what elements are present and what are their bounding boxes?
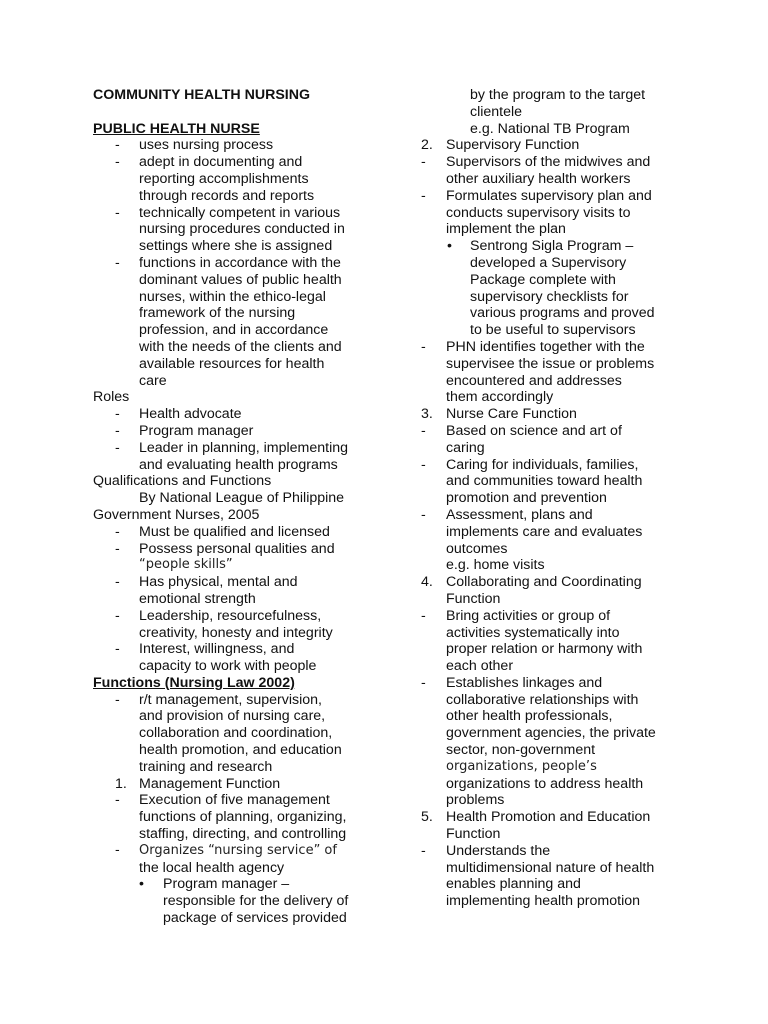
line-text: them accordingly xyxy=(446,389,554,406)
line-text: Organizes “nursing service” of xyxy=(139,842,337,858)
text-line xyxy=(421,591,686,608)
dash-marker: - xyxy=(115,792,120,809)
text-line xyxy=(421,423,686,440)
text-line xyxy=(93,591,378,608)
line-text: other health professionals, xyxy=(446,708,613,725)
text-line xyxy=(93,188,378,205)
line-text: Leadership, resourcefulness, xyxy=(139,607,322,624)
line-text: “people skills” xyxy=(139,557,233,573)
line-text: By National League of Philippine xyxy=(139,490,345,507)
text-line xyxy=(421,876,686,893)
line-text: PUBLIC HEALTH NURSE xyxy=(93,120,260,137)
line-text: Supervisory Function xyxy=(446,137,580,154)
dash-marker: - xyxy=(115,641,120,658)
text-line xyxy=(93,776,378,793)
text-line xyxy=(93,171,378,188)
text-line xyxy=(421,826,686,843)
text-line xyxy=(421,742,686,759)
section-heading xyxy=(93,121,378,138)
line-text: Collaborating and Coordinating xyxy=(446,574,642,591)
line-text: implement the plan xyxy=(446,221,566,238)
text-line xyxy=(421,843,686,860)
text-line xyxy=(421,507,686,524)
dash-marker: - xyxy=(421,842,426,859)
line-text: training and research xyxy=(139,758,273,775)
line-text: health promotion, and education xyxy=(139,742,342,759)
line-text: Formulates supervisory plan and xyxy=(446,187,652,204)
line-text: proper relation or harmony with xyxy=(446,641,643,658)
line-text: technically competent in various xyxy=(139,204,341,221)
line-text: Establishes linkages and xyxy=(446,674,603,691)
line-text: problems xyxy=(446,792,505,809)
line-text: Caring for individuals, families, xyxy=(446,456,639,473)
right-column xyxy=(421,87,686,910)
line-text: COMMUNITY HEALTH NURSING xyxy=(93,87,311,103)
line-text: Function xyxy=(446,826,501,843)
text-line xyxy=(421,574,686,591)
dash-marker: - xyxy=(115,254,120,271)
text-line xyxy=(93,389,378,406)
text-line xyxy=(421,188,686,205)
line-text: uses nursing process xyxy=(139,137,274,154)
text-line xyxy=(421,389,686,406)
dash-marker: - xyxy=(115,406,120,423)
text-line xyxy=(421,625,686,642)
text-line xyxy=(93,205,378,222)
text-line xyxy=(421,893,686,910)
line-text: outcomes xyxy=(446,540,508,557)
line-text: organizations, people’s xyxy=(446,758,597,774)
line-text: Government Nurses, 2005 xyxy=(93,506,260,523)
dash-marker: - xyxy=(115,607,120,624)
text-line xyxy=(93,574,378,591)
line-text: Health advocate xyxy=(139,406,242,423)
line-text: to be useful to supervisors xyxy=(470,322,636,339)
text-line xyxy=(93,440,378,457)
dash-marker: - xyxy=(421,154,426,171)
text-line xyxy=(421,708,686,725)
line-text: Program manager xyxy=(139,422,254,439)
line-text: other auxiliary health workers xyxy=(446,170,631,187)
line-text: functions of planning, organizing, xyxy=(139,809,347,826)
dash-marker: - xyxy=(421,674,426,691)
text-line xyxy=(93,692,378,709)
line-text: responsible for the delivery of xyxy=(163,893,349,910)
text-line xyxy=(93,557,378,574)
text-line xyxy=(421,171,686,188)
text-line xyxy=(421,289,686,306)
line-text: enables planning and xyxy=(446,876,581,893)
text-line xyxy=(421,221,686,238)
text-line xyxy=(93,423,378,440)
text-line xyxy=(421,137,686,154)
bullet-icon: • xyxy=(139,876,144,893)
dash-marker: - xyxy=(421,187,426,204)
section-heading xyxy=(93,675,378,692)
line-text: conducts supervisory visits to xyxy=(446,204,631,221)
dash-marker: - xyxy=(115,422,120,439)
line-text: promotion and prevention xyxy=(446,490,607,507)
line-text: creativity, honesty and integrity xyxy=(139,624,333,641)
line-text: Function xyxy=(446,590,501,607)
text-line xyxy=(93,843,378,860)
line-text: with the needs of the clients and xyxy=(139,338,342,355)
line-text: e.g. National TB Program xyxy=(470,120,630,137)
line-text: Management Function xyxy=(139,775,281,792)
list-number: 2. xyxy=(421,137,433,154)
dash-marker: - xyxy=(115,439,120,456)
line-text: Has physical, mental and xyxy=(139,574,298,591)
text-line xyxy=(93,406,378,423)
line-text: profession, and in accordance xyxy=(139,322,329,339)
text-line xyxy=(421,272,686,289)
line-text: Execution of five management xyxy=(139,792,330,809)
text-line xyxy=(421,809,686,826)
line-text: multidimensional nature of health xyxy=(446,859,655,876)
line-text: framework of the nursing xyxy=(139,305,296,322)
line-text: Sentrong Sigla Program – xyxy=(470,238,634,255)
text-line xyxy=(421,692,686,709)
text-line xyxy=(421,87,686,104)
line-text: Interest, willingness, and xyxy=(139,641,295,658)
text-line xyxy=(421,675,686,692)
line-text: supervisory checklists for xyxy=(470,288,629,305)
text-line xyxy=(93,490,378,507)
dash-marker: - xyxy=(421,607,426,624)
line-text: through records and reports xyxy=(139,187,315,204)
line-text: emotional strength xyxy=(139,590,256,607)
text-line xyxy=(421,121,686,138)
text-line xyxy=(421,104,686,121)
line-text: and evaluating health programs xyxy=(139,456,338,473)
text-line xyxy=(421,641,686,658)
text-line xyxy=(421,205,686,222)
text-line xyxy=(93,742,378,759)
dash-marker: - xyxy=(115,540,120,557)
line-text: r/t management, supervision, xyxy=(139,691,322,708)
bullet-icon: • xyxy=(447,238,452,255)
line-text: care xyxy=(139,372,167,389)
text-line xyxy=(421,776,686,793)
line-text: and provision of nursing care, xyxy=(139,708,326,725)
text-line xyxy=(93,759,378,776)
text-line xyxy=(421,759,686,776)
line-text: Assessment, plans and xyxy=(446,506,593,523)
line-text: collaboration and coordination, xyxy=(139,725,333,742)
line-text: settings where she is assigned xyxy=(139,238,333,255)
line-text: supervisee the issue or problems xyxy=(446,355,655,372)
line-text: caring xyxy=(446,439,485,456)
line-text: organizations to address health xyxy=(446,775,644,792)
line-text: developed a Supervisory xyxy=(470,254,627,271)
list-number: 1. xyxy=(115,775,127,792)
line-text: government agencies, the private xyxy=(446,725,656,742)
line-text: Possess personal qualities and xyxy=(139,540,335,557)
line-text: functions in accordance with the xyxy=(139,254,341,271)
dash-marker: - xyxy=(421,456,426,473)
text-line xyxy=(93,272,378,289)
list-number: 5. xyxy=(421,809,433,826)
line-text: package of services provided xyxy=(163,910,347,927)
line-text: available resources for health xyxy=(139,355,325,372)
line-text: by the program to the target xyxy=(470,87,646,103)
line-text: various programs and proved xyxy=(470,305,655,322)
line-text: clientele xyxy=(470,103,523,120)
line-text: Supervisors of the midwives and xyxy=(446,154,651,171)
text-line xyxy=(93,238,378,255)
line-text: Understands the xyxy=(446,842,551,859)
dash-marker: - xyxy=(115,204,120,221)
line-text: nursing procedures conducted in xyxy=(139,221,345,238)
line-text: PHN identifies together with the xyxy=(446,338,645,355)
list-number: 4. xyxy=(421,574,433,591)
text-line xyxy=(421,440,686,457)
line-text: and communities toward health xyxy=(446,473,643,490)
line-text: Based on science and art of xyxy=(446,422,622,439)
line-text: dominant values of public health xyxy=(139,271,342,288)
list-number: 3. xyxy=(421,406,433,423)
line-text: Bring activities or group of xyxy=(446,607,611,624)
text-line xyxy=(93,658,378,675)
line-text: activities systematically into xyxy=(446,624,620,641)
text-line xyxy=(93,373,378,390)
text-line xyxy=(93,289,378,306)
text-line xyxy=(93,255,378,272)
text-line xyxy=(421,373,686,390)
line-text: the local health agency xyxy=(139,859,285,876)
line-text: Nurse Care Function xyxy=(446,406,577,423)
text-line xyxy=(93,809,378,826)
text-line xyxy=(93,305,378,322)
text-line xyxy=(421,725,686,742)
line-text: Must be qualified and licensed xyxy=(139,523,330,540)
line-text: staffing, directing, and controlling xyxy=(139,826,347,843)
text-line xyxy=(93,507,378,524)
text-line xyxy=(93,137,378,154)
text-line xyxy=(93,708,378,725)
text-line xyxy=(93,457,378,474)
text-line xyxy=(93,608,378,625)
document-title xyxy=(93,87,378,104)
text-line xyxy=(421,255,686,272)
line-text: reporting accomplishments xyxy=(139,170,309,187)
line-text: each other xyxy=(446,658,514,675)
text-line xyxy=(93,792,378,809)
dash-marker: - xyxy=(115,137,120,154)
text-line xyxy=(93,641,378,658)
text-line xyxy=(421,608,686,625)
text-line xyxy=(421,792,686,809)
text-line xyxy=(421,406,686,423)
text-line xyxy=(93,473,378,490)
text-line xyxy=(421,524,686,541)
text-line xyxy=(421,238,686,255)
text-line xyxy=(93,356,378,373)
dash-marker: - xyxy=(115,523,120,540)
text-line xyxy=(421,356,686,373)
dash-marker: - xyxy=(421,338,426,355)
text-line xyxy=(93,910,378,927)
text-line xyxy=(421,541,686,558)
text-line xyxy=(421,490,686,507)
line-text: nurses, within the ethico-legal xyxy=(139,288,326,305)
line-text: implementing health promotion xyxy=(446,893,641,910)
text-line xyxy=(93,221,378,238)
line-text: Package complete with xyxy=(470,271,616,288)
dash-marker: - xyxy=(115,574,120,591)
blank-line xyxy=(93,104,378,121)
text-line xyxy=(93,339,378,356)
line-text: adept in documenting and xyxy=(139,154,303,171)
line-text: Program manager – xyxy=(163,876,290,893)
text-line xyxy=(421,322,686,339)
line-text: Roles xyxy=(93,389,130,406)
line-text: Leader in planning, implementing xyxy=(139,439,349,456)
text-line xyxy=(93,322,378,339)
text-line xyxy=(93,541,378,558)
line-text: collaborative relationships with xyxy=(446,691,639,708)
dash-marker: - xyxy=(115,154,120,171)
dash-marker: - xyxy=(115,691,120,708)
text-line xyxy=(421,473,686,490)
line-text: e.g. home visits xyxy=(446,557,545,574)
text-line xyxy=(93,154,378,171)
line-text: implements care and evaluates xyxy=(446,523,643,540)
text-line xyxy=(421,154,686,171)
line-text: Functions (Nursing Law 2002) xyxy=(93,674,295,691)
line-text: Qualifications and Functions xyxy=(93,473,272,490)
line-text: encountered and addresses xyxy=(446,372,622,389)
text-line xyxy=(421,860,686,877)
text-line xyxy=(421,658,686,675)
dash-marker: - xyxy=(421,422,426,439)
dash-marker: - xyxy=(421,506,426,523)
text-line xyxy=(93,876,378,893)
text-line xyxy=(421,305,686,322)
text-line xyxy=(93,860,378,877)
line-text: Health Promotion and Education xyxy=(446,809,651,826)
text-line xyxy=(421,339,686,356)
line-text: capacity to work with people xyxy=(139,658,317,675)
text-line xyxy=(93,725,378,742)
text-line xyxy=(93,893,378,910)
left-column xyxy=(93,87,378,927)
text-line xyxy=(93,524,378,541)
text-line xyxy=(421,457,686,474)
line-text: sector, non-government xyxy=(446,742,596,759)
text-line xyxy=(93,625,378,642)
text-line xyxy=(421,557,686,574)
text-line xyxy=(93,826,378,843)
dash-marker: - xyxy=(115,842,120,858)
